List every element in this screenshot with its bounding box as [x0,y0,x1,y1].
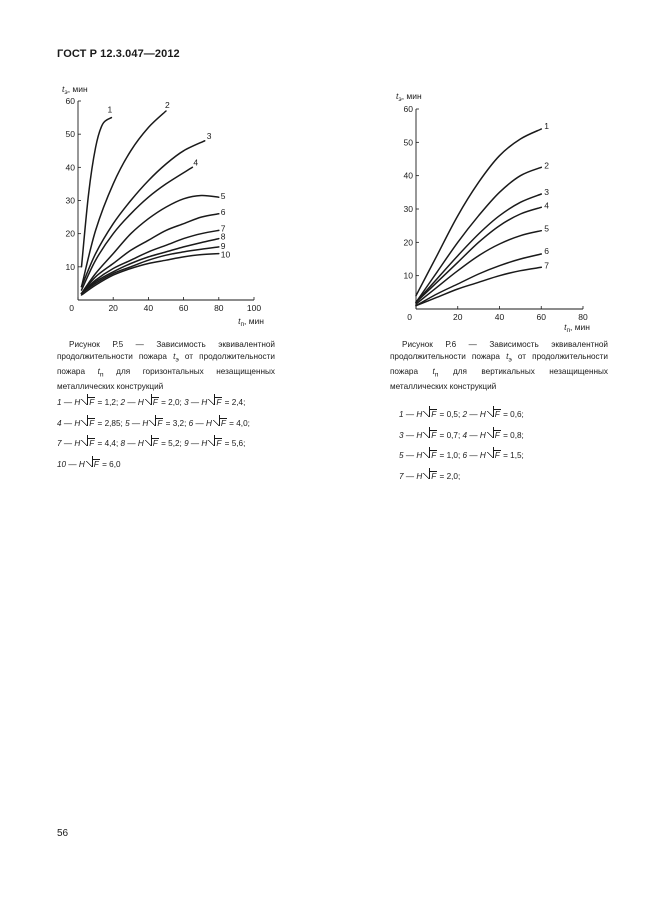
legend-item-9: 9 — H F = 5,6; [184,439,245,448]
sqrt-radical-icon [423,446,437,466]
series-line-1 [82,118,112,267]
series-label-2: 2 [544,160,549,171]
legend-value: 0,6 [510,410,522,419]
sqrt-radical-icon [487,446,501,466]
legend-value: 5,2 [168,439,180,448]
x-tick-label: 100 [246,303,262,313]
legend-item-3: 3 — H F = 2,4; [184,398,245,407]
legend-h-symbol: H [205,418,212,428]
legend-curve-number: 8 [120,439,126,448]
caption-te: t [506,351,509,361]
legend-h-symbol: H [137,398,144,407]
sqrt-radical-icon [145,393,159,413]
legend-h-symbol: H [201,439,208,448]
legend-f-symbol: F [216,439,222,448]
legend-value: 6,0 [109,459,121,469]
series-label-10: 10 [220,249,231,260]
x-tick-label: 0 [407,312,412,322]
chart-figure-p5 [40,78,280,338]
legend-row [57,455,250,476]
legend-value: 3,2 [172,418,185,428]
legend-f-symbol: F [431,430,437,440]
chart-figure-p6 [380,85,620,340]
legend-f-symbol: F [93,459,99,469]
series-label-4: 4 [193,157,199,168]
legend-item-10: 10 — H F = 6,0 [57,460,121,469]
x-tick-label: 80 [214,303,224,313]
y-tick-label: 30 [403,204,413,214]
legend-row [399,446,524,467]
legend-f-symbol: F [152,398,158,407]
legend-curve-number: 10 [57,459,67,469]
y-tick-label: 60 [403,104,413,114]
legend-f-symbol: F [89,439,95,448]
series-line-9 [82,247,219,294]
y-tick-label: 60 [65,96,75,106]
legend-p5 [57,393,250,475]
legend-row [57,393,250,414]
sqrt-radical-icon [487,426,501,446]
figure-caption-p5 [57,339,275,393]
legend-f-symbol: F [494,430,500,440]
legend-curve-number: 4 [462,430,468,440]
legend-f-symbol: F [89,418,95,428]
legend-h-symbol: H [74,398,81,407]
legend-curve-number: 1 [399,410,404,419]
caption-lead: Рисунок Р.6 — Зависимость эквивалентной продолжительности пожара [390,340,608,361]
sqrt-radical-icon [423,467,437,487]
sqrt-radical-icon [423,405,437,425]
legend-value: 2,85 [104,418,121,428]
legend-item-7: 7 — H F = 2,0; [399,472,460,481]
legend-f-symbol: F [431,471,437,481]
legend-h-symbol: H [479,430,486,440]
series-label-3: 3 [544,187,549,197]
legend-f-symbol: F [494,410,500,419]
legend-curve-number: 6 [462,451,468,460]
legend-curve-number: 2 [120,398,126,407]
legend-item-6: 6 — H F = 4,0; [189,419,250,428]
caption-tp-sub: п [434,371,439,379]
legend-row [57,414,250,435]
caption-mid: от продолжительности пожара [390,351,608,376]
sqrt-radical-icon [149,414,163,434]
y-tick-label: 20 [403,237,413,248]
y-tick-label: 40 [403,170,413,181]
legend-item-1: 1 — H F = 0,5; [399,410,463,419]
legend-value: 1,0 [446,451,458,460]
legend-curve-number: 1 [57,398,62,407]
y-tick-label: 50 [403,137,413,148]
series-label-5: 5 [220,191,226,202]
caption-tp-sub: п [99,371,104,379]
x-tick-label: 40 [143,303,154,313]
legend-f-symbol: F [431,410,437,419]
legend-value: 2,0 [168,398,180,407]
series-label-7: 7 [220,223,226,234]
legend-value: 0,7 [446,430,458,440]
legend-h-symbol: H [74,439,81,448]
y-tick-label: 10 [403,270,413,281]
caption-tail: для горизонтальных незащищенных металлических конструкций [57,366,275,392]
y-axis-label: $t_э$, мин [62,84,88,96]
y-tick-label: 50 [65,129,75,140]
series-label-7: 7 [544,260,549,271]
series-line-2 [82,111,167,287]
legend-curve-number: 4 [57,418,62,428]
x-tick-label: 40 [494,312,505,322]
legend-value: 4,0 [236,418,248,428]
legend-curve-number: 5 [399,451,404,460]
sqrt-radical-icon [81,434,95,454]
legend-value: 2,4 [231,398,244,407]
y-tick-label: 30 [65,195,75,206]
x-tick-label: 60 [536,312,546,322]
x-tick-label: 60 [178,303,189,313]
caption-mid: от продолжительности пожара [57,351,275,376]
legend-h-symbol: H [416,451,423,460]
legend-curve-number: 5 [125,418,130,428]
legend-curve-number: 9 [184,439,189,448]
legend-h-symbol: H [78,459,85,469]
sqrt-radical-icon [208,393,222,413]
legend-p6 [399,405,524,487]
legend-value: 4,4 [104,439,116,448]
legend-item-5: 5 — H F = 1,0; [399,451,463,460]
series-line-3 [416,194,541,302]
legend-value: 1,5 [510,451,522,460]
legend-item-3: 3 — H F = 0,7; [399,431,463,440]
series-label-9: 9 [220,240,226,251]
legend-h-symbol: H [201,398,208,407]
legend-f-symbol: F [152,439,158,448]
sqrt-radical-icon [81,414,95,434]
legend-row [399,467,524,488]
page-number: 56 [57,828,69,839]
legend-item-5: 5 — H F = 3,2; [125,419,189,428]
legend-item-1: 1 — H F = 1,2; [57,398,121,407]
legend-value: 2,0 [446,471,458,481]
legend-h-symbol: H [74,418,81,428]
legend-h-symbol: H [416,410,423,419]
y-tick-label: 40 [65,162,75,173]
x-tick-label: 20 [108,303,118,313]
legend-value: 0,5 [446,410,458,419]
caption-te-sub: э [508,356,512,364]
series-label-5: 5 [544,223,549,234]
legend-curve-number: 6 [188,418,194,428]
legend-h-symbol: H [479,410,486,419]
legend-h-symbol: H [137,439,144,448]
legend-f-symbol: F [216,398,222,407]
caption-te: t [173,351,176,361]
series-label-4: 4 [544,200,549,211]
legend-item-4: 4 — H F = 2,85; [57,419,125,428]
legend-f-symbol: F [89,398,95,407]
legend-item-2: 2 — H F = 0,6; [463,410,524,419]
legend-f-symbol: F [431,451,437,460]
y-tick-label: 20 [65,228,75,239]
legend-item-8: 8 — H F = 5,2; [121,439,185,448]
caption-lead: Рисунок Р.5 — Зависимость эквивалентной продолжительности пожара [57,340,275,361]
legend-item-2: 2 — H F = 2,0; [121,398,185,407]
document-header: ГОСТ Р 12.3.047—2012 [57,48,180,60]
legend-value: 0,8 [510,430,522,440]
series-label-1: 1 [544,121,549,131]
y-axis-label: $t_э$, мин [396,91,422,103]
caption-tp: t [432,366,435,376]
sqrt-radical-icon [81,393,95,413]
caption-tp: t [97,366,100,376]
series-label-2: 2 [165,99,170,110]
legend-h-symbol: H [142,418,149,428]
caption-te-sub: э [175,356,179,364]
series-label-6: 6 [544,246,549,256]
series-label-1: 1 [107,104,113,115]
y-tick-label: 10 [65,261,75,272]
chart-svg [380,85,620,335]
series-line-7 [416,267,541,305]
legend-h-symbol: H [416,471,423,481]
legend-row [57,434,250,455]
chart-svg [40,78,280,333]
sqrt-radical-icon [208,434,222,454]
series-label-8: 8 [220,231,226,242]
legend-curve-number: 7 [57,439,62,448]
x-tick-label: 80 [578,312,588,322]
legend-f-symbol: F [157,418,163,428]
sqrt-radical-icon [487,405,501,425]
legend-curve-number: 3 [399,430,404,440]
legend-h-symbol: H [416,430,423,440]
legend-curve-number: 3 [184,398,189,407]
caption-tail: для вертикальных незащищенных металлических конструкций [390,366,608,392]
legend-item-4: 4 — H F = 0,8; [463,431,524,440]
x-tick-label: 0 [69,303,74,313]
x-axis-label: $t_п$, мин [238,316,264,328]
legend-item-6: 6 — H F = 1,5; [463,451,524,460]
legend-row [399,426,524,447]
legend-h-symbol: H [479,451,486,460]
x-tick-label: 20 [453,312,463,322]
legend-curve-number: 7 [399,471,404,481]
sqrt-radical-icon [86,455,100,475]
series-label-6: 6 [220,206,226,217]
legend-f-symbol: F [220,418,226,428]
figure-caption-p6 [390,339,608,393]
legend-value: 5,6 [231,439,244,448]
sqrt-radical-icon [423,426,437,446]
sqrt-radical-icon [145,434,159,454]
sqrt-radical-icon [213,414,227,434]
legend-value: 1,2 [104,398,116,407]
legend-item-7: 7 — H F = 4,4; [57,439,121,448]
series-label-3: 3 [206,130,212,141]
legend-row [399,405,524,426]
legend-curve-number: 2 [462,410,468,419]
legend-f-symbol: F [494,451,500,460]
x-axis-label: $t_п$, мин [564,322,590,334]
